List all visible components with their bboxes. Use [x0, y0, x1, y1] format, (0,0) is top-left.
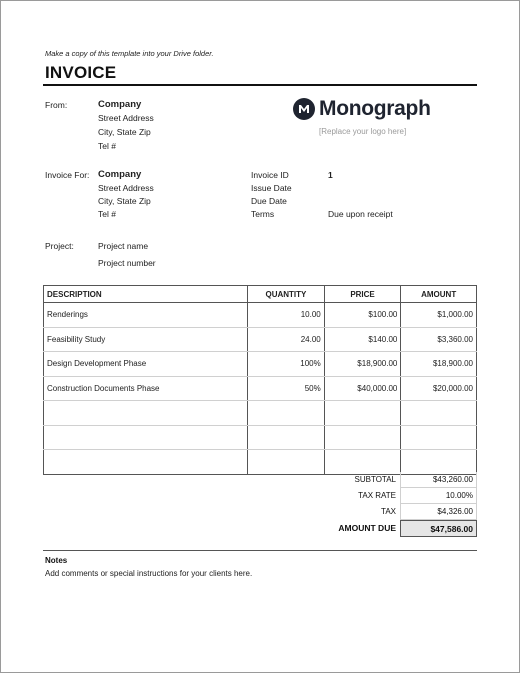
notes-divider — [43, 550, 477, 551]
cell-description: Design Development Phase — [44, 352, 248, 377]
terms-label: Terms — [251, 209, 275, 219]
cell-price — [324, 401, 401, 426]
tax-label: TAX — [381, 507, 396, 516]
table-header-row — [44, 286, 477, 303]
table-row — [44, 450, 477, 475]
cell-quantity: 50% — [248, 376, 325, 401]
cell-amount — [401, 401, 477, 426]
cell-amount — [401, 425, 477, 450]
template-note: Make a copy of this template into your Drive folder. — [45, 49, 214, 58]
cell-description: Feasibility Study — [44, 327, 248, 352]
due-date-label: Due Date — [251, 196, 287, 206]
cell-price — [324, 450, 401, 475]
invoice-for-company: Company — [98, 169, 142, 180]
table-row — [44, 352, 477, 377]
amount-due-row — [301, 520, 477, 537]
table-row — [44, 303, 477, 328]
cell-amount: $1,000.00 — [401, 303, 477, 328]
table-row — [44, 376, 477, 401]
cell-quantity: 24.00 — [248, 327, 325, 352]
terms-value: Due upon receipt — [328, 209, 393, 219]
cell-price: $100.00 — [324, 303, 401, 328]
amount-due-value: $47,586.00 — [400, 520, 477, 537]
notes-text: Add comments or special instructions for your clients here. — [45, 569, 253, 578]
notes-heading: Notes — [45, 556, 68, 565]
table-row — [44, 425, 477, 450]
project-number: Project number — [98, 258, 156, 268]
from-street: Street Address — [98, 113, 154, 123]
subtotal-value: $43,260.00 — [400, 472, 477, 488]
monograph-logo-icon — [293, 98, 315, 120]
tax-rate-row — [301, 488, 477, 504]
title-divider — [43, 84, 477, 86]
cell-quantity — [248, 401, 325, 426]
tax-row — [301, 504, 477, 520]
tax-rate-label: TAX RATE — [358, 491, 396, 500]
header-description: DESCRIPTION — [44, 286, 248, 303]
invoice-for-label: Invoice For: — [45, 170, 90, 180]
cell-price: $140.00 — [324, 327, 401, 352]
logo-placeholder: [Replace your logo here] — [319, 127, 407, 136]
cell-quantity — [248, 450, 325, 475]
from-company: Company — [98, 99, 142, 110]
cell-description — [44, 425, 248, 450]
table-row — [44, 327, 477, 352]
subtotal-row — [301, 472, 477, 488]
tax-rate-value: 10.00% — [400, 488, 477, 504]
cell-price — [324, 425, 401, 450]
line-items-table — [43, 285, 477, 475]
cell-price: $40,000.00 — [324, 376, 401, 401]
cell-amount: $18,900.00 — [401, 352, 477, 377]
tax-value: $4,326.00 — [400, 504, 477, 520]
cell-description — [44, 401, 248, 426]
invoice-for-city: City, State Zip — [98, 196, 151, 206]
cell-quantity: 100% — [248, 352, 325, 377]
from-tel: Tel # — [98, 141, 116, 151]
from-city: City, State Zip — [98, 127, 151, 137]
invoice-for-tel: Tel # — [98, 209, 116, 219]
company-logo — [293, 97, 431, 121]
cell-description: Construction Documents Phase — [44, 376, 248, 401]
header-amount: AMOUNT — [401, 286, 477, 303]
cell-price: $18,900.00 — [324, 352, 401, 377]
cell-description: Renderings — [44, 303, 248, 328]
invoice-id-label: Invoice ID — [251, 170, 289, 180]
invoice-id-value: 1 — [328, 170, 333, 180]
issue-date-label: Issue Date — [251, 183, 292, 193]
table-row — [44, 401, 477, 426]
cell-quantity: 10.00 — [248, 303, 325, 328]
project-name: Project name — [98, 241, 149, 251]
from-label: From: — [45, 100, 68, 110]
cell-quantity — [248, 425, 325, 450]
cell-amount: $20,000.00 — [401, 376, 477, 401]
cell-amount: $3,360.00 — [401, 327, 477, 352]
cell-amount — [401, 450, 477, 475]
header-price: PRICE — [324, 286, 401, 303]
subtotal-label: SUBTOTAL — [354, 475, 396, 484]
cell-description — [44, 450, 248, 475]
invoice-title: INVOICE — [45, 63, 117, 82]
header-quantity: QUANTITY — [248, 286, 325, 303]
logo-wordmark: Monograph — [319, 97, 431, 120]
invoice-for-street: Street Address — [98, 183, 154, 193]
amount-due-label: AMOUNT DUE — [338, 523, 396, 533]
project-label: Project: — [45, 241, 74, 251]
